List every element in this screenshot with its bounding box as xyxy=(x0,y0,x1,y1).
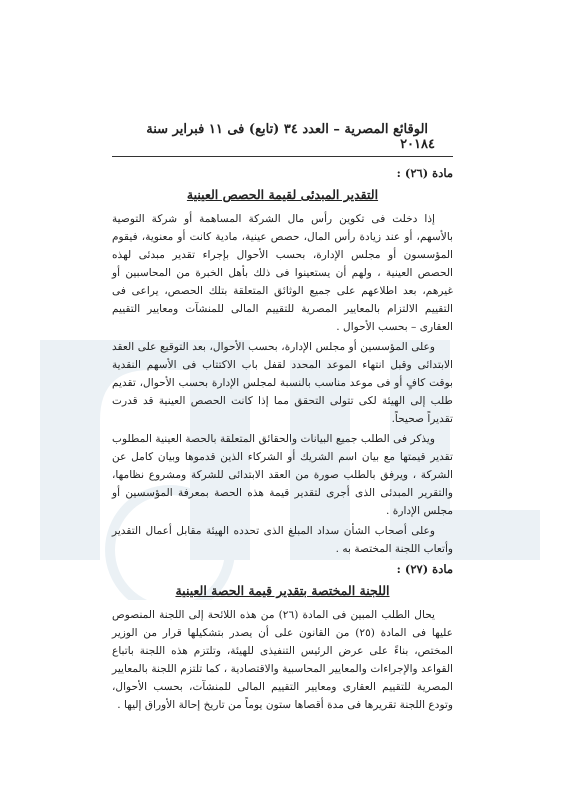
article-26-paragraph-1: إذا دخلت فى تكوين رأس مال الشركة المساهمة أو شركة التوصية بالأسهم، أو عند زيادة رأس المال، حصص عينية، مادية كانت أو معنوية، فيقوم المؤسسون أو مجلس الإدارة، بحسب الأحوال بإجراء تقدير مبدئى لهذه الحصص العينية ، ولهم أن يستعينوا فى ذلك بأهل الخبرة من المحاسبين أو غيرهم، بعد اطلاعهم على جميع الوثائق المتعلقة بتلك الحصص، يراعى فى التقييم الالتزام بالمعايير المصرية للتقييم المالى للمنشآت ومعايير التقييم العقارى – بحسب الأحوال . xyxy=(112,213,453,333)
header-title: الوقائع المصرية – العدد ٣٤ (تابع) فى ١١ فبراير سنة ٢٠١٨ xyxy=(146,122,429,152)
article-27-title: اللجنة المختصة بتقدير قيمة الحصة العينية xyxy=(175,583,390,598)
article-26-paragraph-4: وعلى أصحاب الشأن سداد المبلغ الذى تحدده الهيئة مقابل أعمال التقدير وأتعاب اللجنة المختصة به . xyxy=(112,525,453,555)
article-26-label: مادة (٢٦) : xyxy=(396,166,453,180)
header-divider xyxy=(112,156,453,157)
article-27-label: مادة (٢٧) : xyxy=(396,562,453,576)
article-26-paragraph-3: ويذكر فى الطلب جميع البيانات والحقائق المتعلقة بالحصة العينية المطلوب تقدير قيمتها مع بيان اسم الشريك أو الشركاء الذين قدموها وبيان كامل عن الشركة ، ويرفق بالطلب صورة من العقد الابتدائى للشركة ومشروع نظامها، والتقرير المبدئى الذى أجرى لتقدير قيمة هذه الحصة بمعرفة المؤسسين أو مجلس الإدارة . xyxy=(112,433,453,517)
page-header xyxy=(130,122,435,152)
page-number: ٤ xyxy=(428,137,435,152)
article-27-paragraph-1: يحال الطلب المبين فى المادة (٢٦) من هذه اللائحة إلى اللجنة المنصوص عليها فى المادة (٢٥) من القانون على أن يصدر بتشكيلها قرار من الوزير المختص، بناءً على عرض الرئيس التنفيذى للهيئة، وتلتزم هذه اللجنة باتباع القواعد والإجراءات والمعايير المحاسبية والاقتصادية ، كما تلتزم اللجنة بالمعايير المصرية للتقييم العقارى ومعايير التقييم المالى للمنشآت، بحسب الأحوال، وتودع اللجنة تقريرها فى مدة أقصاها ستون يوماً من تاريخ إحالة الأوراق إليها . xyxy=(112,609,453,711)
article-26-title: التقدير المبدئى لقيمة الحصص العينية xyxy=(186,187,379,202)
page-content xyxy=(112,162,453,716)
article-26-paragraph-2: وعلى المؤسسين أو مجلس الإدارة، بحسب الأحوال، بعد التوقيع على العقد الابتدائى وقبل انتهاء الموعد المحدد لقفل باب الاكتتاب فى الأسهم النقدية بوقت كافٍ أو فى موعد مناسب بالنسبة لمجلس الإدارة بحسب الأحوال، تقديم طلب إلى الهيئة لكى تتولى التحقق مما إذا كانت الحصص العينية قد قدرت تقديراً صحيحاً. xyxy=(112,341,453,425)
